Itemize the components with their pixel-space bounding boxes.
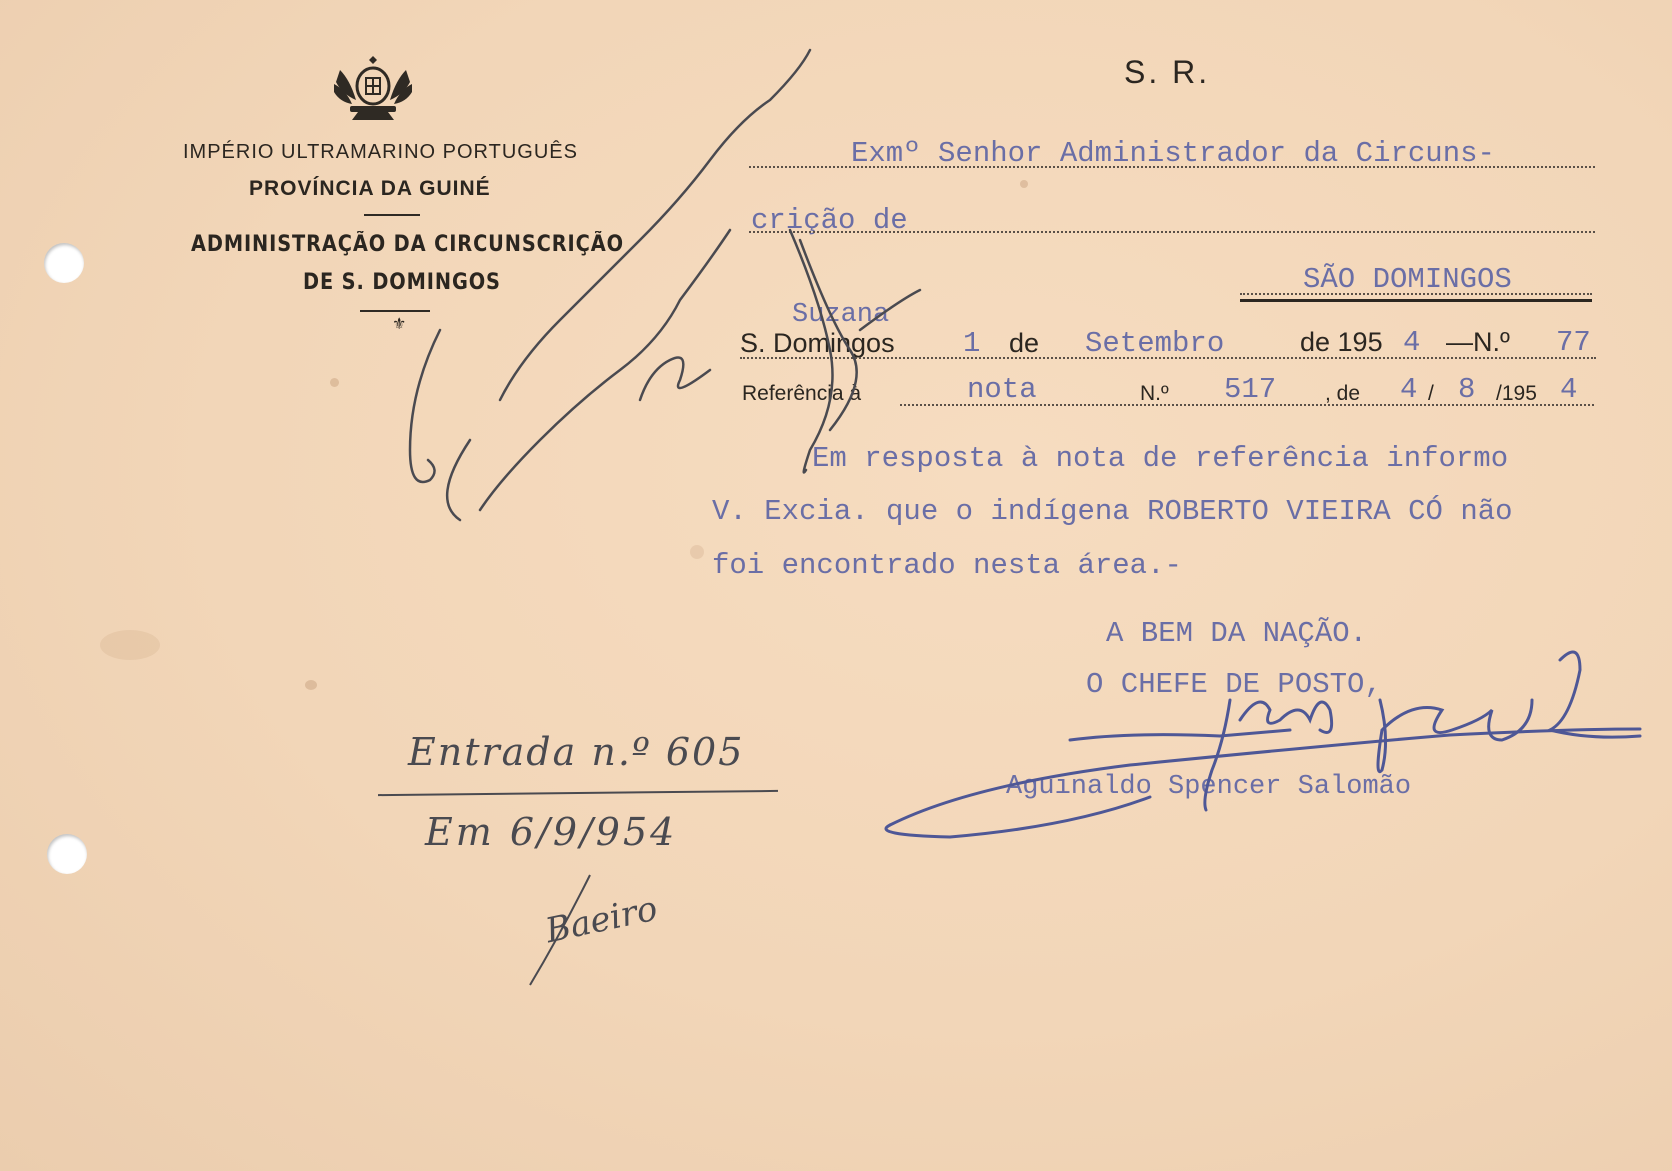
reference-year-label: /195 bbox=[1496, 382, 1537, 405]
reference-type: nota bbox=[967, 373, 1037, 406]
reference-month: 8 bbox=[1458, 373, 1476, 406]
small-ornament-icon: ⚜ bbox=[392, 316, 407, 333]
addressee-place: SÃO DOMINGOS bbox=[1303, 263, 1512, 296]
reference-de-label: , de bbox=[1325, 382, 1361, 405]
closing-signatory-name: Aguinaldo Spencer Salomão bbox=[1006, 772, 1412, 802]
entry-date: Em 6/9/954 bbox=[425, 810, 678, 854]
body-line-2: V. Excia. que o indígena ROBERTO VIEIRA CÓ não bbox=[712, 495, 1513, 528]
dateline-year-digit: 4 bbox=[1403, 326, 1421, 359]
dateline-number-label: —N.º bbox=[1446, 327, 1510, 357]
reference-day: 4 bbox=[1400, 373, 1418, 406]
dateline-de: de bbox=[1009, 328, 1040, 358]
letterhead-line-province: PROVÍNCIA DA GUINÉ bbox=[249, 177, 491, 200]
dateline-number: 77 bbox=[1556, 326, 1591, 359]
dateline-year-label: de 195 bbox=[1300, 327, 1383, 357]
dateline-day: 1 bbox=[963, 327, 981, 360]
dateline-place: S. Domingos bbox=[740, 328, 895, 358]
reference-number-label: N.º bbox=[1140, 382, 1169, 405]
service-mark: S. R. bbox=[1124, 54, 1211, 90]
reference-label: Referência à bbox=[742, 382, 862, 405]
letterhead-line-empire: IMPÉRIO ULTRAMARINO PORTUGUÊS bbox=[183, 141, 578, 163]
entry-number: Entrada n.º 605 bbox=[408, 730, 745, 774]
reference-separator: / bbox=[1428, 382, 1434, 405]
reference-number: 517 bbox=[1224, 373, 1277, 406]
closing-salutation: A BEM DA NAÇÃO. bbox=[1106, 617, 1368, 650]
letterhead-line-district: DE S. DOMINGOS bbox=[303, 270, 501, 295]
closing-role: O CHEFE DE POSTO, bbox=[1086, 668, 1382, 701]
body-line-1: Em resposta à nota de referência informo bbox=[812, 442, 1509, 475]
body-line-3: foi encontrado nesta área.- bbox=[712, 549, 1182, 582]
addressee-line-2: crição de bbox=[751, 204, 908, 237]
entry-initials: Baeiro bbox=[542, 888, 661, 952]
dateline-overtyped-place: Suzana bbox=[792, 300, 890, 330]
reference-year-digit: 4 bbox=[1560, 373, 1578, 406]
dateline-month: Setembro bbox=[1085, 327, 1225, 360]
addressee-line-1: Exmº Senhor Administrador da Circuns- bbox=[851, 137, 1495, 170]
letterhead-line-administration: ADMINISTRAÇÃO DA CIRCUNSCRIÇÃO bbox=[191, 232, 624, 257]
